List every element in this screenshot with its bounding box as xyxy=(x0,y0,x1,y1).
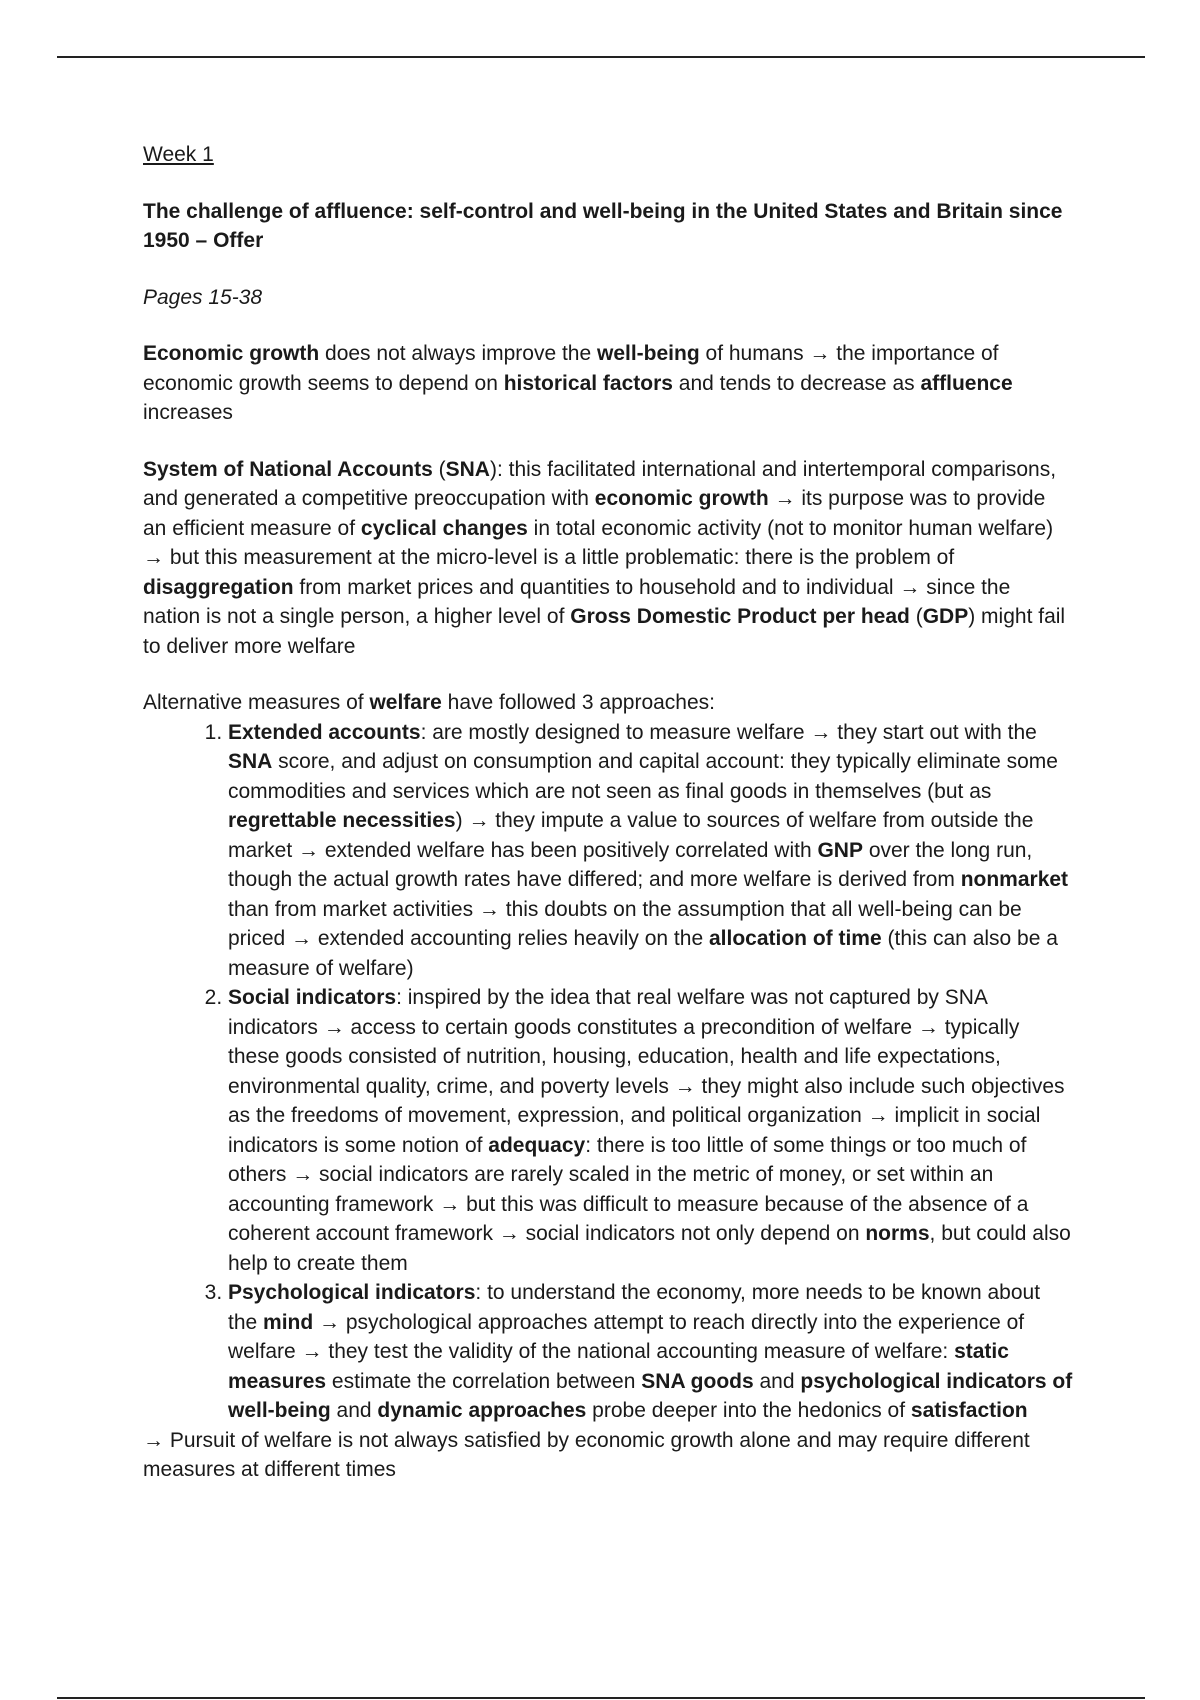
text-run: from market prices and quantities to household and to individual → since the nation is not a single person, a higher level of xyxy=(143,575,1011,628)
bold-term: Psychological indicators xyxy=(228,1281,476,1304)
bold-term: GDP xyxy=(922,605,969,628)
bold-term: affluence xyxy=(920,371,1013,395)
bold-term: cyclical changes xyxy=(360,516,528,540)
list-item-extended-accounts xyxy=(228,718,1073,984)
bold-term: satisfaction xyxy=(910,1399,1028,1422)
approaches-list xyxy=(143,718,1073,1426)
text-run: score, and adjust on consumption and capital account: they typically eliminate some commodities and services which are not seen as final goods in themselves (but as xyxy=(228,750,1058,803)
bold-term: adequacy xyxy=(488,1133,586,1157)
text-run: and xyxy=(330,1399,378,1422)
text-run: ) → they impute a value to sources of welfare from outside the market → extended welfare has been positively correlated with xyxy=(228,809,1034,862)
bold-term: SNA goods xyxy=(641,1369,754,1393)
text-run: Alternative measures of xyxy=(143,691,370,714)
bold-term: dynamic approaches xyxy=(377,1399,587,1422)
bold-term: Social indicators xyxy=(228,986,397,1009)
text-run: : there is too little of some things or too much of others → social indicators are rarely scaled in the metric of money, or set within an accounting framework → but this was difficult to measure because of the absence of a coherent account framework → social indicators not only depend on xyxy=(228,1133,1029,1245)
paragraph-sna xyxy=(143,455,1073,662)
bold-term: Gross Domestic Product per head xyxy=(570,605,910,628)
bold-term: System of National Accounts xyxy=(143,457,433,481)
bold-term: GNP xyxy=(817,838,863,862)
bold-term: SNA xyxy=(228,750,273,773)
text-run: in total economic activity (not to monitor human welfare) → but this measurement at the micro-level is a little problematic: there is the problem of xyxy=(143,516,1054,569)
bold-term: historical factors xyxy=(503,371,673,395)
bold-term: well-being xyxy=(597,342,700,365)
document-title: The challenge of affluence: self-control and well-being in the United States and Britain since 1950 – Offer xyxy=(143,199,1063,252)
text-run: over the long run, though the actual growth rates have differed; and more welfare is derived from xyxy=(228,838,1033,891)
document-body xyxy=(143,140,1073,1485)
bold-term: Economic growth xyxy=(143,342,320,365)
text-run: of humans → the importance of economic growth seems to depend on xyxy=(143,342,999,395)
text-run: and tends to decrease as xyxy=(672,371,921,395)
text-run: : are mostly designed to measure welfare → they start out with the xyxy=(420,720,1037,744)
bold-term: allocation of time xyxy=(708,927,882,950)
paragraph-alternative-measures xyxy=(143,688,1073,718)
text-run: ( xyxy=(432,457,446,481)
bold-term: disaggregation xyxy=(143,575,294,599)
text-run: → its purpose was to provide an efficient measure of xyxy=(143,487,1046,540)
text-run: estimate the correlation between xyxy=(326,1369,642,1393)
list-item-psychological-indicators xyxy=(228,1278,1073,1426)
text-run: : to understand the economy, more needs to be known about the xyxy=(228,1281,1041,1334)
text-run: ): this facilitated international and intertemporal comparisons, and generated a competitive preoccupation with xyxy=(143,457,1057,510)
bold-term: static measures xyxy=(228,1340,1009,1393)
bold-term: regrettable necessities xyxy=(228,809,456,832)
list-item-social-indicators xyxy=(228,983,1073,1278)
bold-term: SNA xyxy=(445,457,490,481)
text-run: , but could also help to create them xyxy=(228,1222,1071,1275)
bold-term: norms xyxy=(865,1222,930,1245)
bold-term: economic growth xyxy=(594,487,769,510)
bold-term: psychological indicators of well-being xyxy=(228,1369,1073,1422)
week-heading: Week 1 xyxy=(143,143,214,166)
text-run: (this can also be a measure of welfare) xyxy=(228,927,1058,980)
text-run: : inspired by the idea that real welfare was not captured by SNA indicators → access to certain goods constitutes a precondition of welfare → typically these goods consisted of nutrition, housing, education, health and life expectations, environmental quality, crime, and poverty levels → they might also include such objectives as the freedoms of movement, expression, and political organization → implicit in social indicators is some notion of xyxy=(228,986,1065,1157)
bold-term: mind xyxy=(263,1310,314,1334)
text-run: does not always improve the xyxy=(319,342,597,365)
text-run: ) might fail to deliver more welfare xyxy=(143,605,1066,658)
text-run: probe deeper into the hedonics of xyxy=(586,1399,911,1422)
text-run: have followed 3 approaches: xyxy=(441,691,715,714)
bold-term: nonmarket xyxy=(960,868,1069,891)
page-range: Pages 15-38 xyxy=(143,285,263,309)
text-run: ( xyxy=(909,605,923,628)
text-run: than from market activities → this doubts on the assumption that all well-being can be priced → extended accounting relies heavily on the xyxy=(228,897,1022,950)
footer-rule xyxy=(57,1697,1145,1699)
bold-term: Extended accounts xyxy=(228,720,421,744)
bold-term: welfare xyxy=(369,691,442,714)
conclusion: → Pursuit of welfare is not always satisfied by economic growth alone and may require different measures at different times xyxy=(143,1428,1030,1481)
text-run: increases xyxy=(143,401,233,424)
text-run: → psychological approaches attempt to reach directly into the experience of welfare → they test the validity of the national accounting measure of welfare: xyxy=(228,1310,1025,1363)
header-rule xyxy=(57,56,1145,58)
text-run: and xyxy=(753,1369,801,1393)
paragraph-economic-growth xyxy=(143,339,1073,428)
